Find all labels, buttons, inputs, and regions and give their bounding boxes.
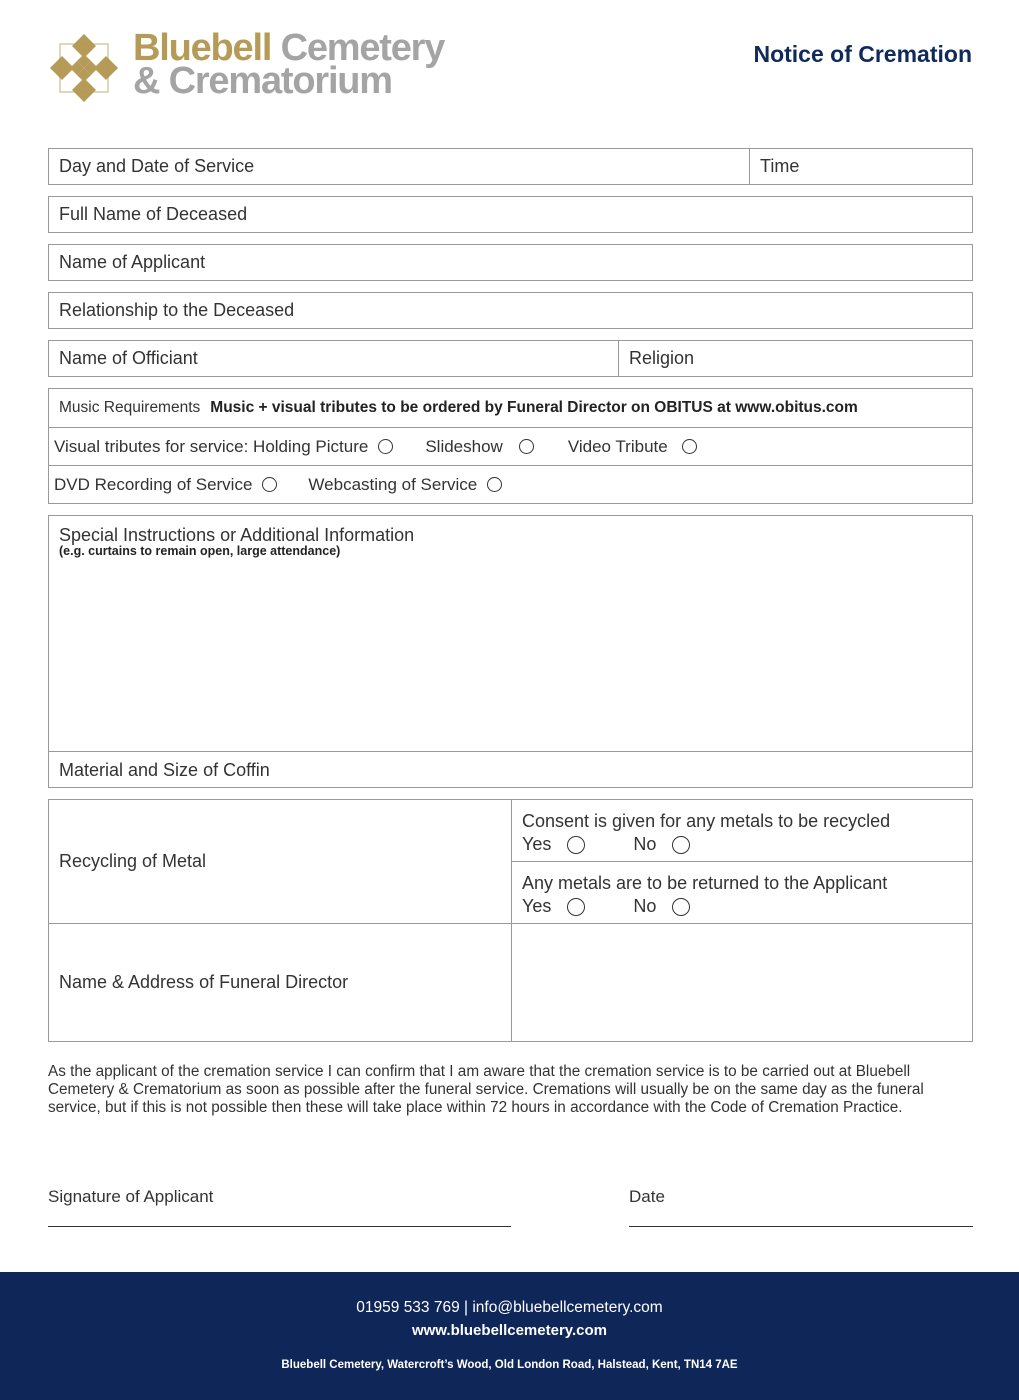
dvd-radio-icon[interactable] <box>262 477 277 492</box>
webcasting-radio-icon[interactable] <box>487 477 502 492</box>
signature-label: Signature of Applicant <box>48 1187 214 1206</box>
officiant-label: Name of Officiant <box>59 348 198 368</box>
date-label: Date <box>629 1187 665 1206</box>
metal-and-director-block <box>48 799 973 1042</box>
deceased-name-label: Full Name of Deceased <box>59 204 248 224</box>
music-requirements-row <box>49 389 972 427</box>
footer-address: Bluebell Cemetery, Watercroft’s Wood, Old London Road, Halstead, Kent, TN14 7AE <box>281 1359 738 1371</box>
religion-field[interactable] <box>619 341 972 376</box>
logo <box>48 27 448 104</box>
divider <box>511 861 972 862</box>
page-title: Notice of Cremation <box>753 41 972 67</box>
slideshow-label: Slideshow <box>425 436 503 456</box>
holding-picture-label: Visual tributes for service: Holding Picture <box>54 436 369 456</box>
slideshow-radio-icon[interactable] <box>519 439 534 454</box>
coffin-field[interactable] <box>49 752 972 788</box>
slideshow-option[interactable] <box>425 437 534 457</box>
return-yes-label: Yes <box>522 896 552 916</box>
webcasting-label: Webcasting of Service <box>308 474 478 494</box>
time-label: Time <box>760 156 800 176</box>
special-instructions-field[interactable] <box>59 525 414 558</box>
logo-wordmark <box>133 27 445 102</box>
music-label: Music Requirements <box>59 399 201 416</box>
consent-no-label: No <box>633 834 657 854</box>
consent-yes-radio-icon[interactable] <box>567 836 585 854</box>
religion-label: Religion <box>629 348 695 368</box>
music-block <box>48 388 973 504</box>
logo-word-crematorium: & Crematorium <box>133 60 392 102</box>
return-no-radio-icon[interactable] <box>672 898 690 916</box>
holding-picture-option[interactable] <box>54 437 393 457</box>
logo-word-cemetery: Cemetery <box>280 27 445 69</box>
recycling-metal-label-cell <box>49 800 511 923</box>
return-metal-group <box>522 872 887 918</box>
return-metal-label: Any metals are to be returned to the Applicant <box>522 873 888 893</box>
consent-no-radio-icon[interactable] <box>672 836 690 854</box>
consent-recycle-group <box>522 810 890 856</box>
applicant-name-label: Name of Applicant <box>59 252 206 272</box>
special-instructions-hint: (e.g. curtains to remain open, large attendance) <box>59 544 341 558</box>
video-tribute-label: Video Tribute <box>567 436 668 456</box>
deceased-name-field[interactable] <box>48 196 973 233</box>
return-yes-radio-icon[interactable] <box>567 898 585 916</box>
logo-emblem-icon <box>48 32 120 104</box>
special-instructions-block <box>48 515 973 788</box>
time-field[interactable] <box>750 149 972 184</box>
service-date-row <box>48 148 973 185</box>
special-instructions-label: Special Instructions or Additional Information <box>59 525 415 545</box>
dvd-option[interactable] <box>54 475 277 495</box>
date-line[interactable] <box>629 1226 973 1227</box>
relationship-field[interactable] <box>48 292 973 329</box>
music-note: Music + visual tributes to be ordered by Funeral Director on OBITUS at www.obitus.com <box>210 399 858 416</box>
holding-picture-radio-icon[interactable] <box>378 439 393 454</box>
signature-line[interactable] <box>48 1226 511 1227</box>
officiant-field[interactable] <box>49 341 618 376</box>
footer-contact: 01959 533 769 | info@bluebellcemetery.com <box>356 1299 663 1316</box>
funeral-director-label: Name & Address of Funeral Director <box>59 972 349 992</box>
officiant-row <box>48 340 973 377</box>
coffin-label: Material and Size of Coffin <box>59 759 270 780</box>
consent-recycle-label: Consent is given for any metals to be recycled <box>522 811 891 831</box>
return-no-label: No <box>633 896 657 916</box>
video-tribute-radio-icon[interactable] <box>682 439 697 454</box>
dvd-label: DVD Recording of Service <box>54 474 253 494</box>
webcasting-option[interactable] <box>308 475 502 495</box>
recycling-metal-label: Recycling of Metal <box>59 851 207 871</box>
service-date-field[interactable] <box>49 149 749 184</box>
funeral-director-label-cell <box>49 924 511 1041</box>
video-tribute-option[interactable] <box>568 437 697 457</box>
applicant-name-field[interactable] <box>48 244 973 281</box>
recording-row <box>49 466 972 503</box>
declaration-text: As the applicant of the cremation service I can confirm that I am aware that the cremation service is to be carried out at Bluebell Cemetery & Crematorium as soon as possible after the funeral service. Cremations will usually be on the same day as the funeral service, but if this is not possible then these will take place within 72 hours in accordance with the Code of Cremation Practice. <box>48 1063 924 1116</box>
consent-yes-label: Yes <box>522 834 552 854</box>
logo-word-bluebell: Bluebell <box>133 27 272 69</box>
footer <box>0 1272 1019 1400</box>
visual-tributes-row <box>49 428 972 465</box>
funeral-director-field[interactable] <box>512 924 972 1041</box>
relationship-label: Relationship to the Deceased <box>59 300 295 320</box>
footer-website: www.bluebellcemetery.com <box>411 1322 608 1339</box>
service-date-label: Day and Date of Service <box>59 156 255 176</box>
